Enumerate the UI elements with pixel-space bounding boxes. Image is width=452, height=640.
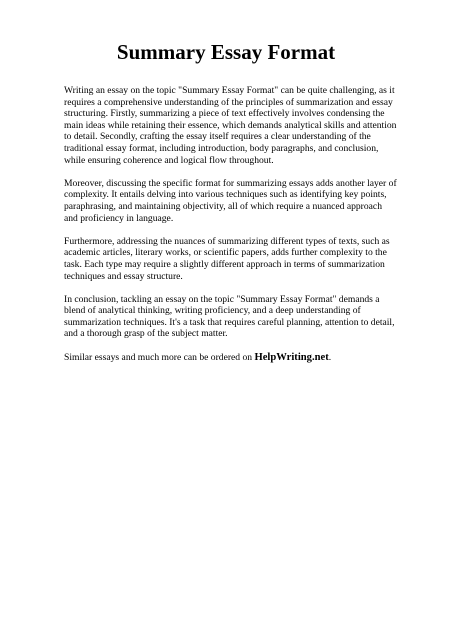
- closing-suffix: .: [328, 351, 332, 363]
- closing-prefix: Similar essays and much more can be ordered on: [64, 351, 255, 363]
- paragraph-text-types: Furthermore, addressing the nuances of summarizing different types of texts, such as academic articles, literary works, or scientific papers, adds further complexity to the task. Each type may require a slightly different approach in terms of summarization techniques and essay structure.: [64, 235, 390, 282]
- closing-line: [64, 352, 397, 364]
- document-body: [64, 85, 397, 375]
- site-link[interactable]: HelpWriting.net: [254, 351, 329, 363]
- paragraph-conclusion: In conclusion, tackling an essay on the topic "Summary Essay Format" demands a blend of analytical thinking, writing proficiency, and a deep understanding of summarization techniques. It's a task that requires careful planning, attention to detail, and a thorough grasp of the subject matter.: [64, 293, 395, 340]
- paragraph-format: Moreover, discussing the specific format for summarizing essays adds another layer of complexity. It entails delving into various techniques such as identifying key points, paraphrasing, and maintaining objectivity, all of which require a nuanced approach and proficiency in language.: [64, 177, 397, 224]
- document-title: Summary Essay Format: [116, 40, 336, 64]
- paragraph-intro: Writing an essay on the topic "Summary Essay Format" can be quite challenging, as it requires a comprehensive understanding of the principles of summarization and essay structuring. Firstly, summarizing a piece of text effectively involves condensing the main ideas while retaining their essence, which demands analytical skills and attention to detail. Secondly, crafting the essay itself requires a clear understanding of the traditional essay format, including introduction, body paragraphs, and conclusion, while ensuring coherence and logical flow throughout.: [64, 85, 397, 166]
